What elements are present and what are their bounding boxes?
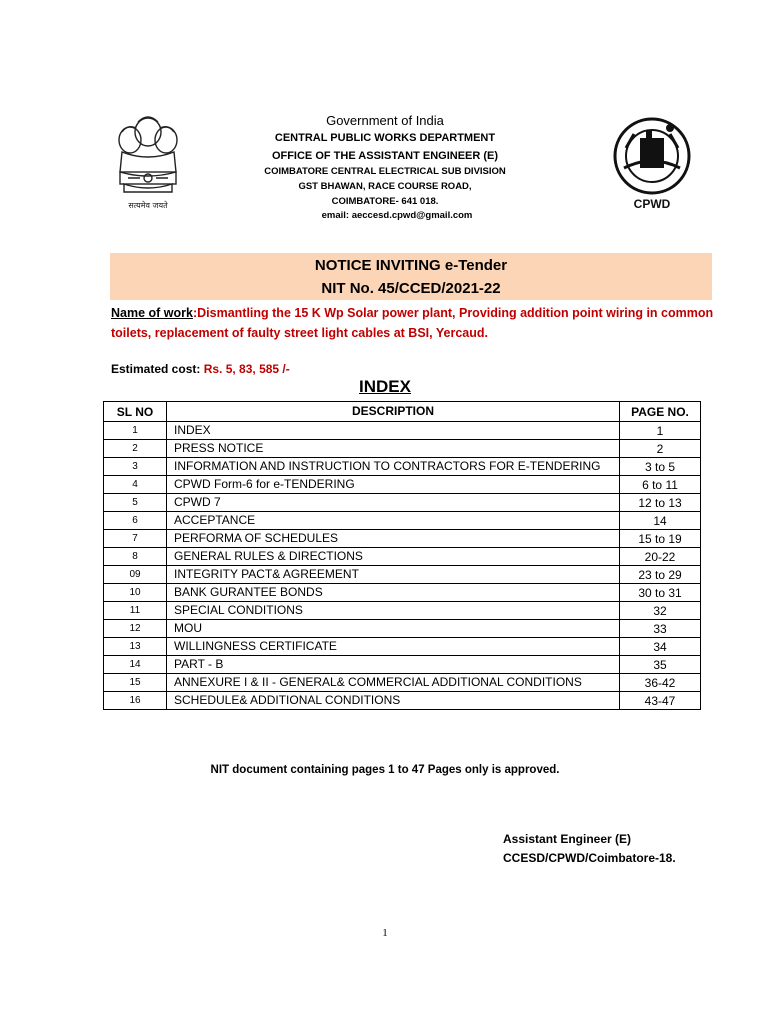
page-number: 1: [382, 927, 388, 939]
row-description: INFORMATION AND INSTRUCTION TO CONTRACTORS FOR E-TENDERING: [167, 458, 620, 476]
row-sl-no: 6: [104, 512, 167, 530]
dept-name: CENTRAL PUBLIC WORKS DEPARTMENT: [274, 132, 496, 144]
row-sl-no: 2: [104, 440, 167, 458]
approval-note: NIT document containing pages 1 to 47 Pages only is approved.: [210, 764, 560, 776]
row-page-no: 20-22: [620, 548, 701, 566]
table-row: [104, 566, 701, 584]
table-row: [104, 656, 701, 674]
table-row: [104, 458, 701, 476]
row-sl-no: 12: [104, 620, 167, 638]
row-page-no: 35: [620, 656, 701, 674]
row-description: PART - B: [167, 656, 620, 674]
row-description: INTEGRITY PACT& AGREEMENT: [167, 566, 620, 584]
table-row: [104, 512, 701, 530]
row-page-no: 1: [620, 422, 701, 440]
index-table-body: [104, 422, 701, 710]
table-row: [104, 440, 701, 458]
row-description: SCHEDULE& ADDITIONAL CONDITIONS: [167, 692, 620, 710]
row-description: ACCEPTANCE: [167, 512, 620, 530]
row-description: WILLINGNESS CERTIFICATE: [167, 638, 620, 656]
work-label: Name of work: [111, 306, 193, 320]
row-sl-no: 10: [104, 584, 167, 602]
row-description: CPWD 7: [167, 494, 620, 512]
table-row: [104, 620, 701, 638]
work-description: Dismantling the 15 K Wp Solar power plant, Providing addition point wiring in common toilets, replacement of faulty street light cables at BSI, Yercaud.: [111, 306, 714, 340]
row-description: SPECIAL CONDITIONS: [167, 602, 620, 620]
table-row: [104, 584, 701, 602]
table-row: [104, 422, 701, 440]
row-sl-no: 15: [104, 674, 167, 692]
table-row: [104, 638, 701, 656]
row-page-no: 15 to 19: [620, 530, 701, 548]
gov-title: Government of India: [326, 113, 444, 128]
table-row: [104, 674, 701, 692]
table-row: [104, 602, 701, 620]
notice-title: NOTICE INVITING e-Tender: [314, 257, 508, 274]
row-description: PRESS NOTICE: [167, 440, 620, 458]
row-sl-no: 13: [104, 638, 167, 656]
cpwd-logo-caption: CPWD: [633, 197, 671, 211]
row-page-no: 6 to 11: [620, 476, 701, 494]
office-name: OFFICE OF THE ASSISTANT ENGINEER (E): [271, 150, 499, 162]
nit-number: NIT No. 45/CCED/2021-22: [321, 280, 501, 297]
table-row: [104, 476, 701, 494]
row-sl-no: 4: [104, 476, 167, 494]
row-sl-no: 5: [104, 494, 167, 512]
index-table: [103, 401, 701, 710]
row-page-no: 33: [620, 620, 701, 638]
division-name: COIMBATORE CENTRAL ELECTRICAL SUB DIVISION: [264, 166, 506, 177]
table-row: [104, 530, 701, 548]
header-page-no: PAGE NO.: [620, 402, 701, 422]
row-description: MOU: [167, 620, 620, 638]
header-description: DESCRIPTION: [167, 402, 620, 422]
index-title: INDEX: [359, 377, 411, 396]
table-row: [104, 494, 701, 512]
table-row: [104, 692, 701, 710]
table-header-row: [104, 402, 701, 422]
row-sl-no: 7: [104, 530, 167, 548]
work-colon: :: [192, 306, 198, 320]
signature-office: CCESD/CPWD/Coimbatore-18.: [503, 851, 676, 865]
city-line: COIMBATORE- 641 018.: [331, 196, 439, 207]
row-sl-no: 16: [104, 692, 167, 710]
signature-title: Assistant Engineer (E): [503, 832, 632, 846]
row-page-no: 36-42: [620, 674, 701, 692]
table-row: [104, 548, 701, 566]
row-description: CPWD Form-6 for e-TENDERING: [167, 476, 620, 494]
row-description: ANNEXURE I & II - GENERAL& COMMERCIAL ADDITIONAL CONDITIONS: [167, 674, 620, 692]
row-page-no: 43-47: [620, 692, 701, 710]
address-line: GST BHAWAN, RACE COURSE ROAD,: [298, 181, 472, 192]
row-page-no: 30 to 31: [620, 584, 701, 602]
notice-box: [110, 253, 712, 300]
row-sl-no: 8: [104, 548, 167, 566]
cpwd-logo: [610, 108, 695, 213]
row-sl-no: 09: [104, 566, 167, 584]
header-sl-no: SL NO: [104, 402, 167, 422]
row-page-no: 12 to 13: [620, 494, 701, 512]
row-page-no: 3 to 5: [620, 458, 701, 476]
row-page-no: 14: [620, 512, 701, 530]
row-description: GENERAL RULES & DIRECTIONS: [167, 548, 620, 566]
estimated-cost-value: Rs. 5, 83, 585 /-: [203, 362, 290, 376]
row-description: BANK GURANTEE BONDS: [167, 584, 620, 602]
row-description: PERFORMA OF SCHEDULES: [167, 530, 620, 548]
row-description: INDEX: [167, 422, 620, 440]
emblem-caption: सत्यमेव जयते: [128, 201, 168, 210]
row-sl-no: 14: [104, 656, 167, 674]
estimated-cost: [111, 362, 290, 376]
name-of-work: [111, 303, 715, 343]
row-page-no: 23 to 29: [620, 566, 701, 584]
row-sl-no: 1: [104, 422, 167, 440]
row-page-no: 32: [620, 602, 701, 620]
row-sl-no: 3: [104, 458, 167, 476]
email-line: email: aeccesd.cpwd@gmail.com: [321, 210, 473, 221]
row-sl-no: 11: [104, 602, 167, 620]
row-page-no: 34: [620, 638, 701, 656]
row-page-no: 2: [620, 440, 701, 458]
estimated-cost-label: Estimated cost:: [111, 362, 204, 376]
